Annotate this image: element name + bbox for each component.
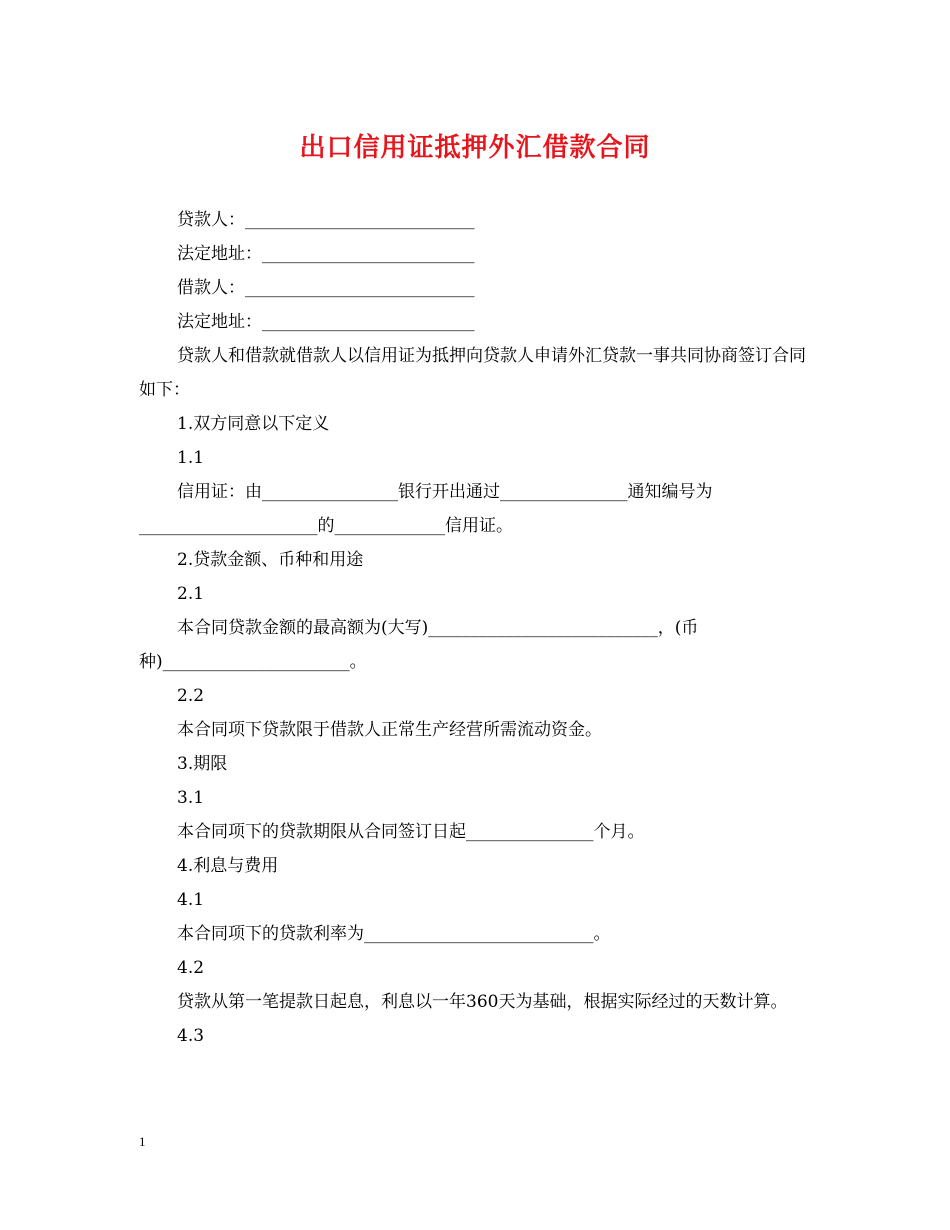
section-1-heading: 1.双方同意以下定义 — [177, 414, 330, 434]
clause-4-1-number: 4.1 — [177, 890, 205, 910]
clause-4-1-text: 本合同项下的贷款利率为___________________________。 — [177, 924, 611, 944]
clause-2-1-text: 本合同贷款金额的最高额为(大写)___________________________，(币种)______________________。 — [139, 618, 699, 672]
section-4-heading: 4.利息与费用 — [177, 856, 279, 876]
clause-2-1-number: 2.1 — [177, 584, 205, 604]
clause-4-3-number: 4.3 — [177, 1026, 205, 1046]
page-number: 1 — [139, 1134, 146, 1149]
borrower-field: 借款人：___________________________ — [177, 278, 475, 298]
clause-2-2-text: 本合同项下贷款限于借款人正常生产经营所需流动资金。 — [177, 720, 602, 740]
clause-3-1-text: 本合同项下的贷款期限从合同签订日起_______________个月。 — [177, 822, 645, 842]
lender-field: 贷款人：___________________________ — [177, 210, 475, 230]
section-2-heading: 2.贷款金额、币种和用途 — [177, 550, 364, 570]
clause-2-2-number: 2.2 — [177, 686, 205, 706]
clause-1-1-text: 信用证：由________________银行开出通过_______________通知编号为_____________________的_____________信用证。 — [139, 482, 713, 536]
preamble-paragraph: 贷款人和借款就借款人以信用证为抵押向贷款人申请外汇贷款一事共同协商签订合同如下： — [139, 346, 806, 400]
lender-address-field: 法定地址：_________________________ — [177, 244, 475, 264]
clause-4-2-text: 贷款从第一笔提款日起息，利息以一年360天为基础，根据实际经过的天数计算。 — [177, 992, 788, 1012]
section-3-heading: 3.期限 — [177, 754, 228, 774]
document-body — [139, 203, 814, 1053]
clause-4-2-number: 4.2 — [177, 958, 205, 978]
borrower-address-field: 法定地址：_________________________ — [177, 312, 475, 332]
document-title: 出口信用证抵押外汇借款合同 — [299, 133, 651, 163]
clause-3-1-number: 3.1 — [177, 788, 205, 808]
clause-1-1-number: 1.1 — [177, 448, 205, 468]
